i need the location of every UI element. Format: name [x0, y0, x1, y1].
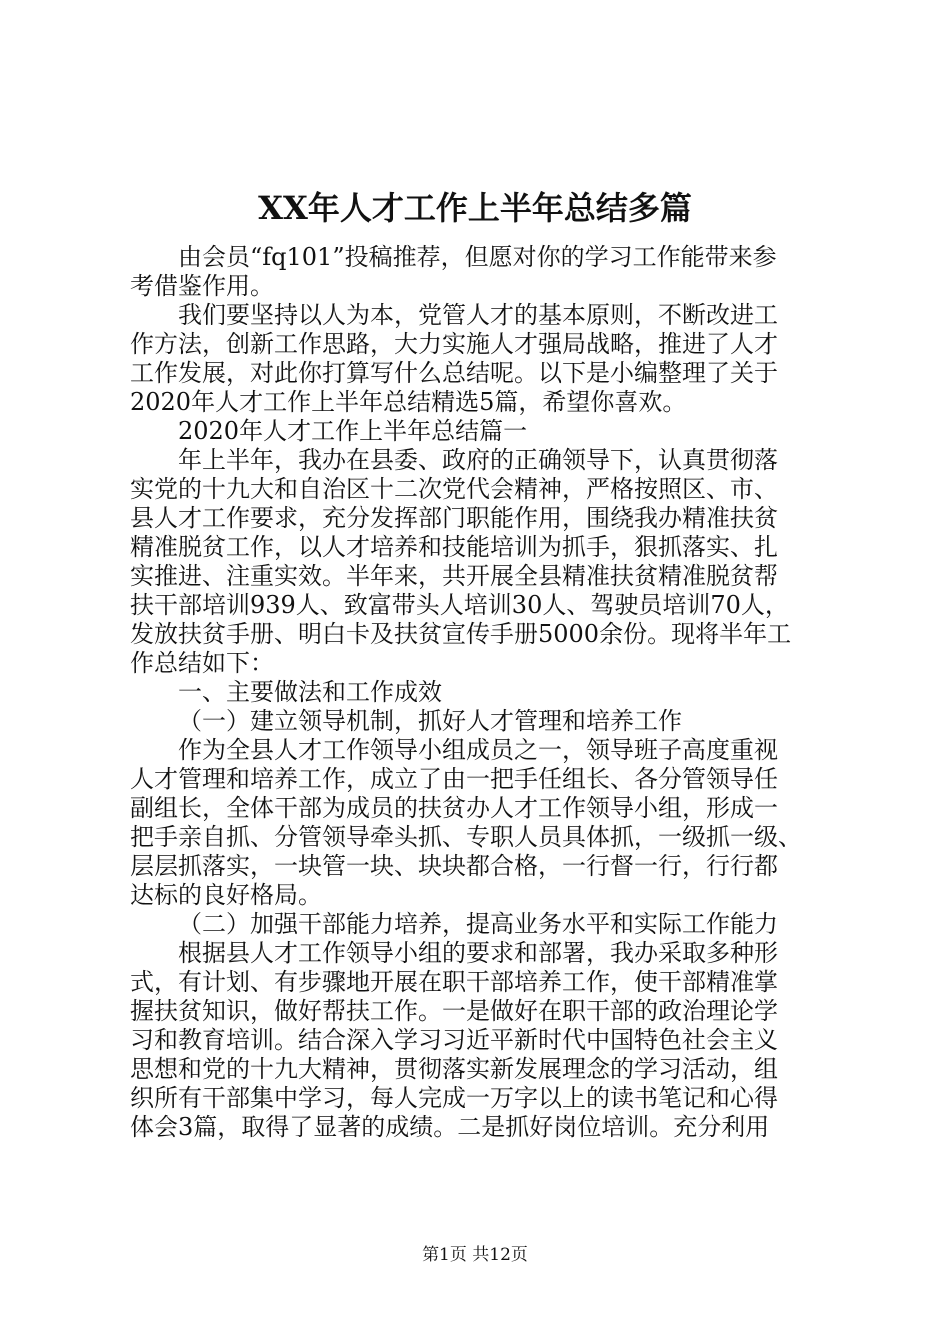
- text-line: 实推进、注重实效。半年来，共开展全县精准扶贫精准脱贫帮: [130, 562, 778, 590]
- document-title: XX年人才工作上半年总结多篇: [258, 189, 692, 227]
- text-line: 我们要坚持以人为本，党管人才的基本原则，不断改进工: [178, 301, 778, 329]
- text-line: 精准脱贫工作，以人才培养和技能培训为抓手，狠抓落实、扎: [130, 533, 778, 561]
- page-footer: 第1页 共12页: [422, 1245, 528, 1265]
- text-line: 体会3篇，取得了显著的成绩。二是抓好岗位培训。充分利用: [130, 1113, 770, 1141]
- text-line: 副组长，全体干部为成员的扶贫办人才工作领导小组，形成一: [130, 794, 778, 822]
- text-line: 思想和党的十九大精神，贯彻落实新发展理念的学习活动，组: [130, 1055, 778, 1083]
- text-line: 达标的良好格局。: [130, 881, 322, 909]
- text-line: 2020年人才工作上半年总结精选5篇，希望你喜欢。: [130, 388, 687, 416]
- text-line: 工作发展，对此你打算写什么总结呢。以下是小编整理了关于: [130, 359, 778, 387]
- text-line: 扶干部培训939人、致富带头人培训30人、驾驶员培训70人，: [130, 591, 789, 619]
- text-line: 年上半年，我办在县委、政府的正确领导下，认真贯彻落: [178, 446, 778, 474]
- text-line: 县人才工作要求，充分发挥部门职能作用，围绕我办精准扶贫: [130, 504, 778, 532]
- text-line: 实党的十九大和自治区十二次党代会精神，严格按照区、市、: [130, 475, 778, 503]
- section-subheading: （二）加强干部能力培养，提高业务水平和实际工作能力: [178, 910, 778, 938]
- text-line: 考借鉴作用。: [130, 272, 274, 300]
- section-heading: 2020年人才工作上半年总结篇一: [178, 417, 528, 445]
- text-line: 作方法，创新工作思路，大力实施人才强局战略，推进了人才: [130, 330, 778, 358]
- text-line: 式，有计划、有步骤地开展在职干部培养工作，使干部精准掌: [130, 968, 778, 996]
- text-line: 根据县人才工作领导小组的要求和部署，我办采取多种形: [178, 939, 778, 967]
- text-line: 人才管理和培养工作，成立了由一把手任组长、各分管领导任: [130, 765, 778, 793]
- text-line: 作为全县人才工作领导小组成员之一，领导班子高度重视: [178, 736, 778, 764]
- section-subheading: （一）建立领导机制，抓好人才管理和培养工作: [178, 707, 682, 735]
- text-line: 由会员“fq101”投稿推荐，但愿对你的学习工作能带来参: [178, 243, 777, 271]
- text-line: 握扶贫知识，做好帮扶工作。一是做好在职干部的政治理论学: [130, 997, 778, 1025]
- section-heading: 一、主要做法和工作成效: [178, 678, 442, 706]
- text-line: 作总结如下：: [130, 649, 274, 677]
- text-line: 层层抓落实，一块管一块、块块都合格，一行督一行，行行都: [130, 852, 778, 880]
- text-line: 把手亲自抓、分管领导牵头抓、专职人员具体抓，一级抓一级、: [130, 823, 802, 851]
- text-line: 发放扶贫手册、明白卡及扶贫宣传手册5000余份。现将半年工: [130, 620, 792, 648]
- text-line: 织所有干部集中学习，每人完成一万字以上的读书笔记和心得: [130, 1084, 778, 1112]
- text-line: 习和教育培训。结合深入学习习近平新时代中国特色社会主义: [130, 1026, 778, 1054]
